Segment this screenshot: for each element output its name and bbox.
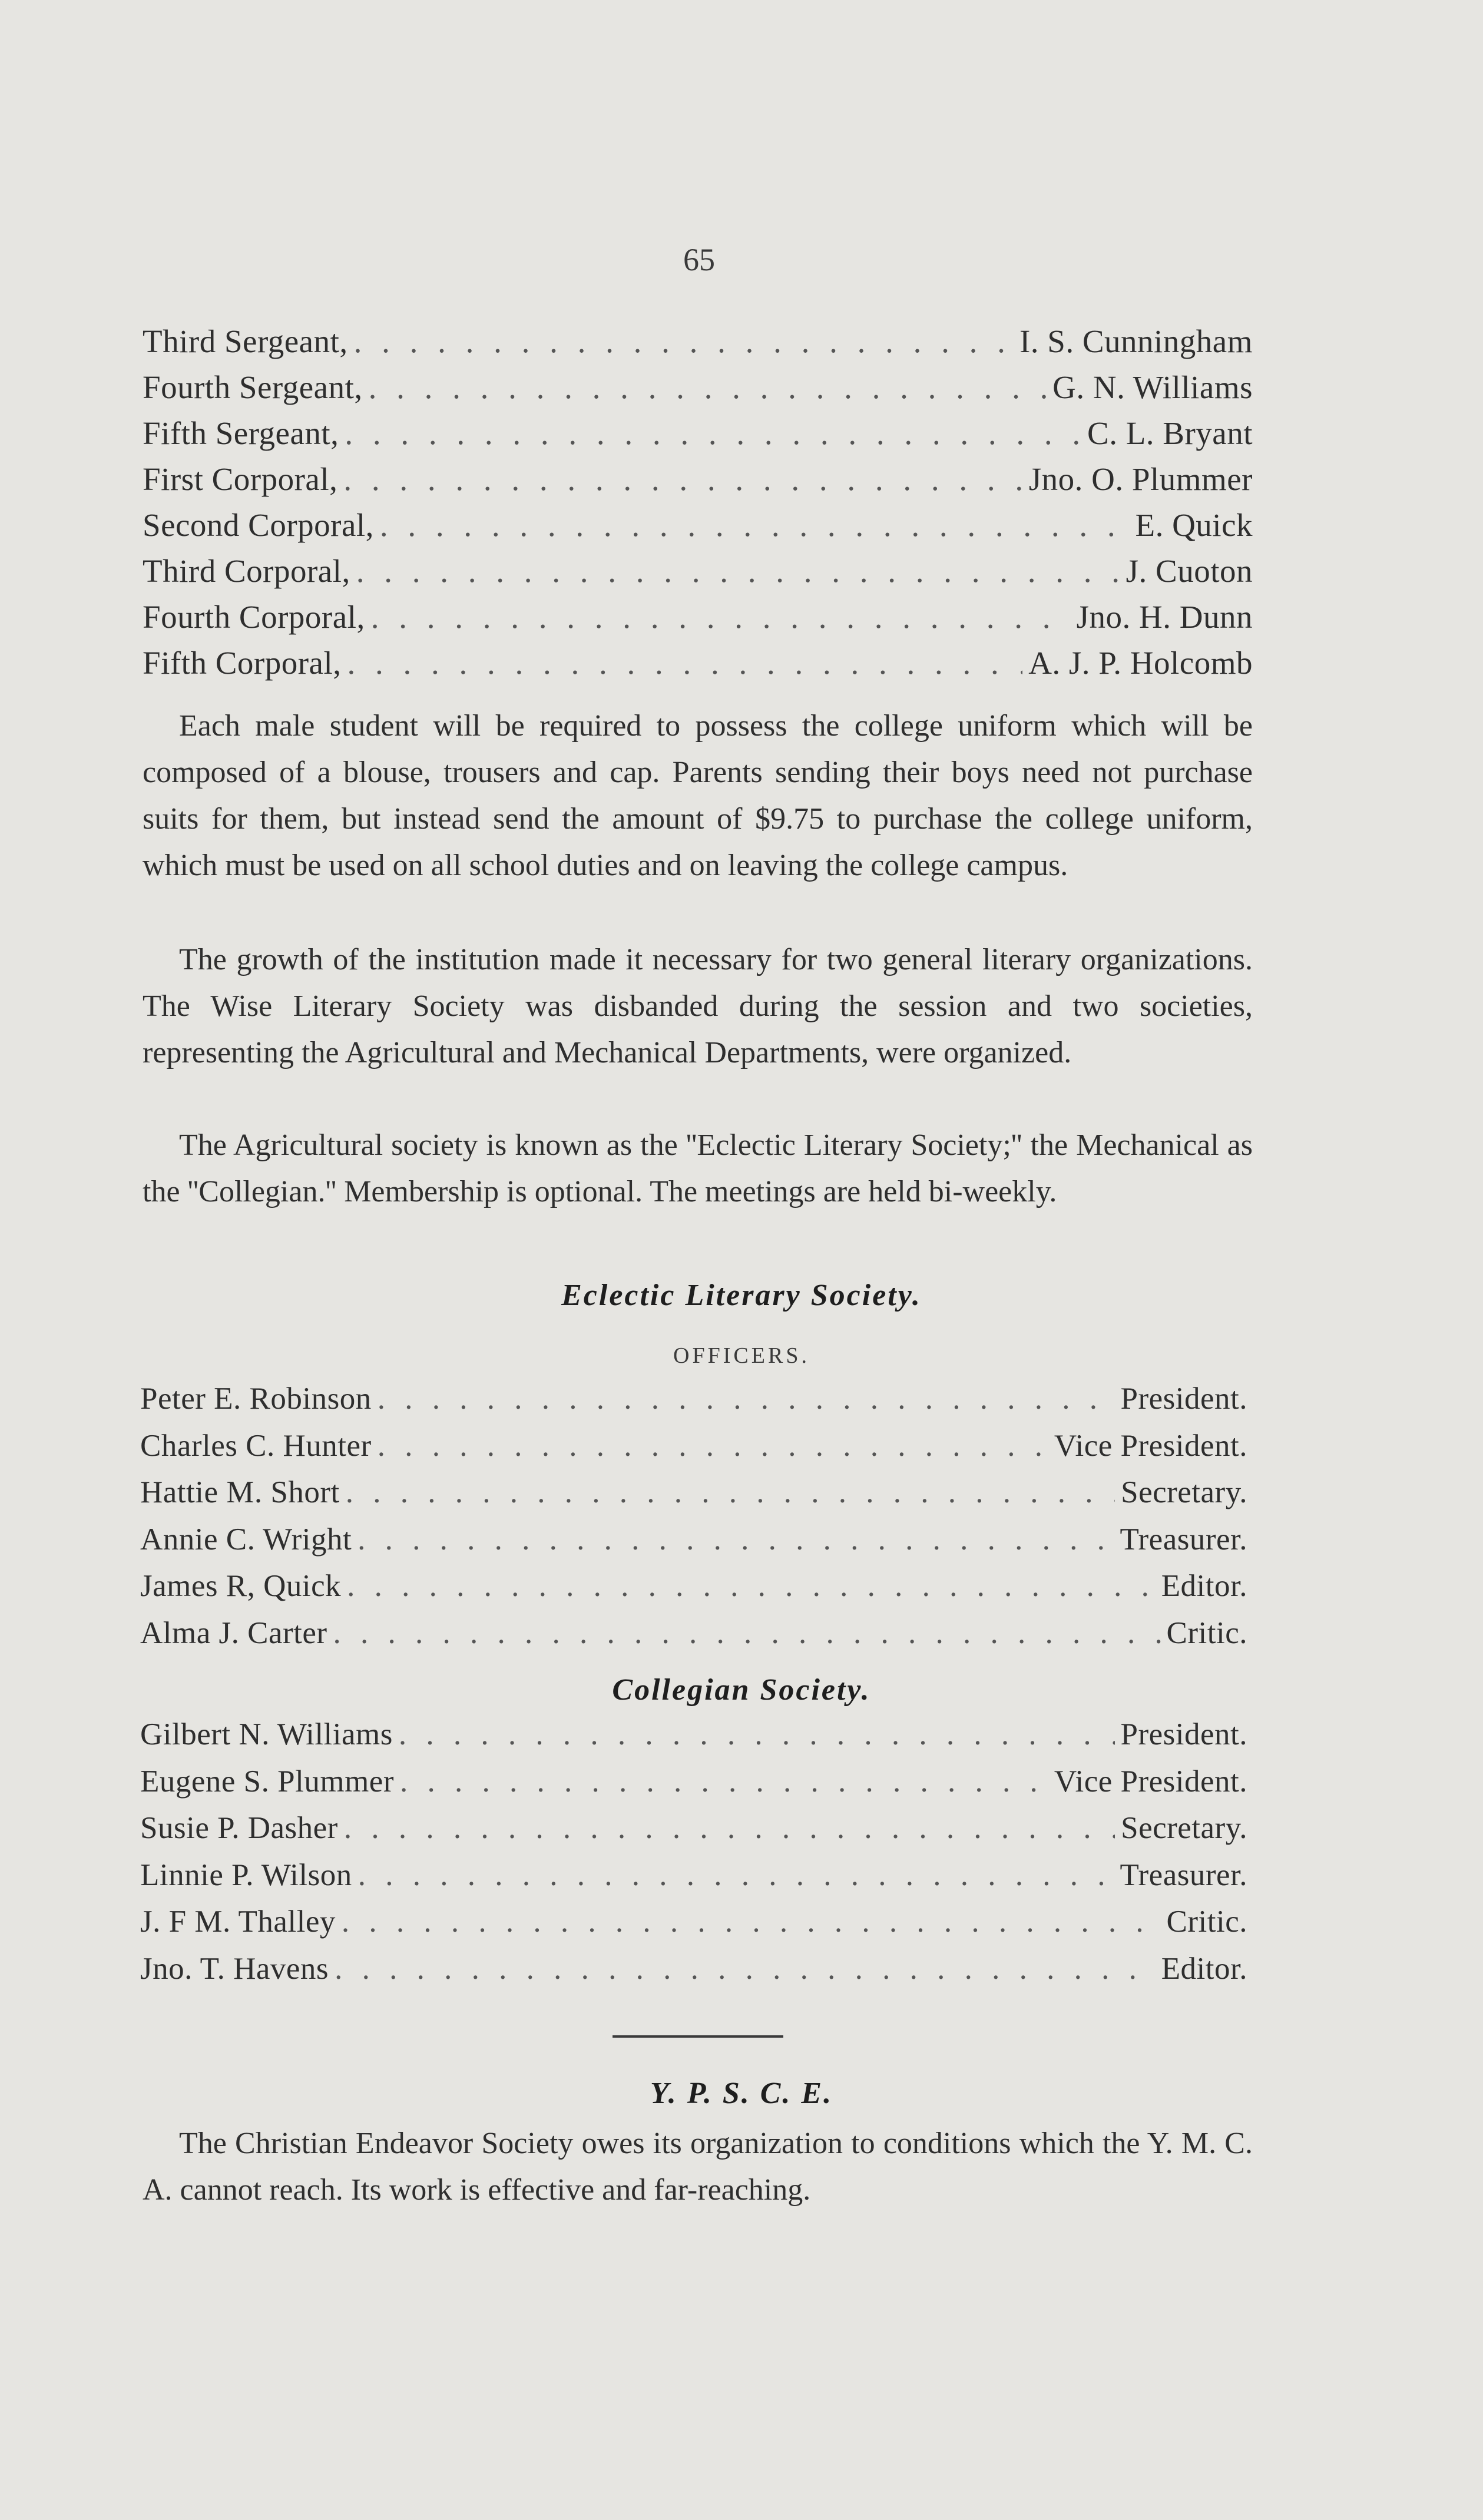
roster-row	[143, 598, 1253, 644]
officer-title: President.	[1120, 1382, 1247, 1416]
dot-leader	[369, 369, 1047, 406]
roster-rank: Third Sergeant,	[143, 323, 348, 359]
officers-label: OFFICERS.	[673, 1343, 810, 1368]
roster-rank: Fifth Corporal,	[143, 645, 342, 681]
officer-title: Editor.	[1161, 1951, 1247, 1986]
collegian-officer-list	[140, 1717, 1247, 1998]
roster-row	[143, 369, 1253, 415]
officer-name: Annie C. Wright	[140, 1522, 352, 1557]
roster-name: J. Cuoton	[1126, 553, 1253, 589]
officer-name: Gilbert N. Williams	[140, 1717, 393, 1751]
ypsce-paragraph: The Christian Endeavor Society owes its organization to conditions which the Y. M. C. A. cannot reach. Its work is effective and far-reaching.	[143, 2127, 1253, 2207]
officer-row	[140, 1904, 1247, 1951]
officer-row	[140, 1810, 1247, 1857]
roster-name: C. L. Bryant	[1087, 415, 1253, 451]
agricultural-paragraph: The Agricultural society is known as the ''Eclectic Literary Society;'' the Mechanical as the ''Collegian.'' Membership is optional. The meetings are held bi-weekly.	[143, 1128, 1253, 1208]
roster-name: I. S. Cunningham	[1019, 323, 1253, 359]
dot-leader	[357, 1522, 1114, 1557]
officer-title: Secretary.	[1121, 1475, 1247, 1509]
eclectic-officer-list	[140, 1381, 1247, 1662]
officer-row	[140, 1857, 1247, 1905]
officer-title: Critic.	[1166, 1905, 1247, 1939]
roster-row	[143, 644, 1253, 690]
officer-row	[140, 1475, 1247, 1522]
dot-leader	[344, 1810, 1115, 1846]
officer-title: Treasurer.	[1120, 1857, 1247, 1892]
officer-title: Critic.	[1166, 1615, 1247, 1650]
growth-paragraph: The growth of the institution made it necessary for two general literary organizations. The Wise Literary Society was disbanded during the session and two societies, representing the Agricultural and Mechanical Departments, were organized.	[143, 943, 1253, 1069]
officer-row	[140, 1764, 1247, 1811]
dot-leader	[378, 1381, 1115, 1416]
roster-row	[143, 506, 1253, 552]
officer-title: Editor.	[1161, 1569, 1247, 1603]
roster-name: Jno. H. Dunn	[1076, 599, 1253, 635]
officer-row	[140, 1717, 1247, 1764]
officer-title: Vice President.	[1054, 1428, 1247, 1463]
collegian-society-heading: Collegian Society.	[612, 1673, 871, 1707]
officer-row	[140, 1381, 1247, 1428]
officer-title: Secretary.	[1121, 1811, 1247, 1845]
officer-row	[140, 1428, 1247, 1475]
dot-leader	[346, 1475, 1115, 1510]
dot-leader	[358, 1857, 1114, 1893]
dot-leader	[380, 506, 1130, 544]
dot-leader	[356, 552, 1120, 590]
roster-rank: Fourth Sergeant,	[143, 369, 363, 405]
officer-title: Treasurer.	[1120, 1522, 1247, 1557]
eclectic-society-heading: Eclectic Literary Society.	[561, 1279, 922, 1312]
roster-rank: Third Corporal,	[143, 553, 350, 589]
officer-name: J. F M. Thalley	[140, 1905, 336, 1939]
officer-row	[140, 1568, 1247, 1615]
dot-leader	[347, 1568, 1156, 1604]
officer-row	[140, 1615, 1247, 1663]
dot-leader	[333, 1615, 1161, 1651]
roster-name: E. Quick	[1135, 507, 1253, 543]
officer-title: Vice President.	[1054, 1764, 1247, 1799]
dot-leader	[400, 1764, 1048, 1799]
page-number: 65	[683, 242, 715, 277]
officer-name: James R, Quick	[140, 1569, 342, 1603]
officer-name: Peter E. Robinson	[140, 1382, 372, 1416]
officer-title: President.	[1120, 1717, 1247, 1751]
officer-row	[140, 1522, 1247, 1569]
officer-name: Charles C. Hunter	[140, 1428, 372, 1463]
roster-row	[143, 552, 1253, 598]
dot-leader	[335, 1951, 1156, 1986]
dot-leader	[345, 415, 1081, 452]
dot-leader	[399, 1717, 1115, 1752]
officer-name: Hattie M. Short	[140, 1475, 340, 1509]
roster-rank: Fifth Sergeant,	[143, 415, 339, 451]
roster-name: A. J. P. Holcomb	[1028, 645, 1253, 681]
dot-leader	[343, 461, 1022, 498]
ypsce-heading: Y. P. S. C. E.	[650, 2077, 833, 2110]
roster-name: Jno. O. Plummer	[1028, 461, 1253, 497]
section-divider	[613, 2035, 783, 2038]
dot-leader	[342, 1904, 1161, 1939]
roster-rank: First Corporal,	[143, 461, 338, 497]
roster-name: G. N. Williams	[1052, 369, 1253, 405]
roster-rank: Fourth Corporal,	[143, 599, 365, 635]
dot-leader	[347, 644, 1022, 681]
roster-row	[143, 415, 1253, 461]
officer-name: Alma J. Carter	[140, 1615, 327, 1650]
officer-row	[140, 1951, 1247, 1998]
officer-name: Susie P. Dasher	[140, 1811, 338, 1845]
officer-name: Eugene S. Plummer	[140, 1764, 394, 1799]
dot-leader	[354, 323, 1014, 360]
officer-name: Jno. T. Havens	[140, 1951, 329, 1986]
uniform-paragraph: Each male student will be required to possess the college uniform which will be composed of a blouse, trousers and cap. Parents sending their boys need not purchase suits for them, but instead send the amount of $9.75 to purchase the college uniform, which must be used on all school duties and on leaving the college campus.	[143, 709, 1253, 882]
roster-rank: Second Corporal,	[143, 507, 374, 543]
military-roster	[143, 323, 1253, 690]
dot-leader	[378, 1428, 1048, 1463]
officer-name: Linnie P. Wilson	[140, 1857, 352, 1892]
roster-row	[143, 461, 1253, 506]
roster-row	[143, 323, 1253, 369]
dot-leader	[371, 598, 1071, 635]
